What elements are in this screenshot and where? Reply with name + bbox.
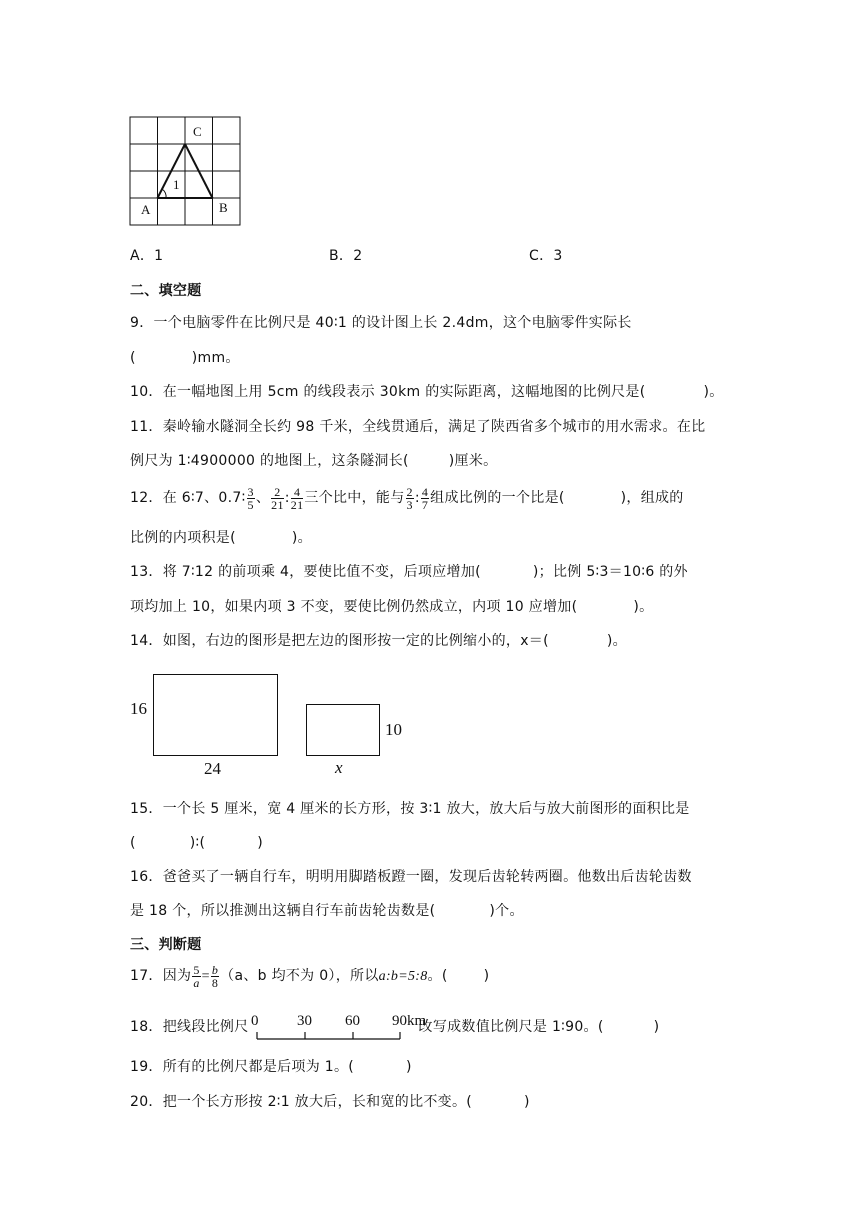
question-19: 19．所有的比例尺都是后项为 1。( ) [130, 1059, 412, 1075]
question-17: 17．因为 $\frac{5}{a}$ = $\frac{b}{8}$ （a、b 均不为 0），所以a:b=5:8。( ) [130, 962, 490, 990]
scale-label-30: 30 [297, 1013, 312, 1029]
fraction: $\frac{b}{8}$ [211, 962, 219, 990]
question-9: 9．一个电脑零件在比例尺是 40∶1 的设计图上长 2.4dm，这个电脑零件实际长 [130, 315, 632, 331]
question-14: 14．如图，右边的图形是把左边的图形按一定的比例缩小的，x＝( )。 [130, 633, 627, 649]
fraction: $\frac{5}{a}$ [193, 962, 200, 990]
question-16: 16．爸爸买了一辆自行车，明明用脚踏板蹬一圈，发现后齿轮转两圈。他数出后齿轮齿数 [130, 869, 692, 885]
section-title-true-false: 三、判断题 [130, 937, 202, 953]
question-16-line2: 是 18 个，所以推测出这辆自行车前齿轮齿数是( )个。 [130, 903, 524, 919]
scale-label-60: 60 [345, 1013, 360, 1029]
question-11-line2: 例尺为 1∶4900000 的地图上，这条隧洞长( )厘米。 [130, 453, 498, 469]
small-rectangle-width: x [335, 758, 343, 777]
question-15-line2: ( )∶( ) [130, 835, 263, 851]
question-9-line2: ( )mm。 [130, 350, 240, 366]
large-rectangle-width: 24 [204, 759, 221, 778]
large-rectangle [153, 674, 278, 756]
large-rectangle-height: 16 [130, 699, 147, 718]
small-rectangle-height: 10 [385, 720, 402, 739]
question-20: 20．把一个长方形按 2∶1 放大后，长和宽的比不变。( ) [130, 1094, 530, 1110]
option-b: B．2 [329, 248, 363, 264]
question-10: 10．在一幅地图上用 5cm 的线段表示 30km 的实际距离，这幅地图的比例尺是( )。 [130, 384, 724, 400]
fraction: $\frac{3}{5}$ [247, 484, 254, 512]
question-12: 12．在 6∶7、0.7∶ $\frac{3}{5}$ 、 $\frac{2}{21}$ : $\frac{4}{21}$ 三个比中，能与 $\frac{2}{3}$ : $\frac{4}{7}$ 组成比例的一个比是( )，组成的 [130, 484, 684, 512]
fraction: $\frac{2}{21}$ [271, 484, 284, 512]
vertex-b-label: B [219, 200, 228, 215]
angle-arc [162, 189, 166, 198]
option-c: C．3 [529, 248, 563, 264]
question-11: 11．秦岭输水隧洞全长约 98 千米，全线贯通后，满足了陕西省多个城市的用水需求。在比 [130, 419, 706, 435]
scale-label-0: 0 [251, 1013, 259, 1029]
section-title-fill-blank: 二、填空题 [130, 283, 202, 299]
question-13: 13．将 7∶12 的前项乘 4，要使比值不变，后项应增加( )；比例 5∶3＝10∶6 的外 [130, 564, 688, 580]
question-13-line2: 项均加上 10，如果内项 3 不变，要使比例仍然成立，内项 10 应增加( )。 [130, 599, 654, 615]
vertex-c-label: C [193, 124, 202, 139]
small-rectangle [306, 704, 380, 756]
segment-scale-bar [254, 1028, 434, 1044]
vertex-a-label: A [141, 202, 151, 217]
question-18: 18．把线段比例尺 改写成数值比例尺是 1∶90。( ) [130, 1019, 660, 1035]
question-15: 15．一个长 5 厘米，宽 4 厘米的长方形，按 3∶1 放大，放大后与放大前图形的面积比是 [130, 801, 690, 817]
fraction: $\frac{4}{7}$ [421, 484, 429, 512]
scale-label-90km: 90km [392, 1013, 427, 1029]
question-12-line2: 比例的内项积是( )。 [130, 530, 312, 546]
fraction: $\frac{4}{21}$ [290, 484, 304, 512]
angle-1-label: 1 [173, 177, 180, 192]
option-a: A．1 [130, 248, 164, 264]
fraction: $\frac{2}{3}$ [406, 484, 413, 512]
